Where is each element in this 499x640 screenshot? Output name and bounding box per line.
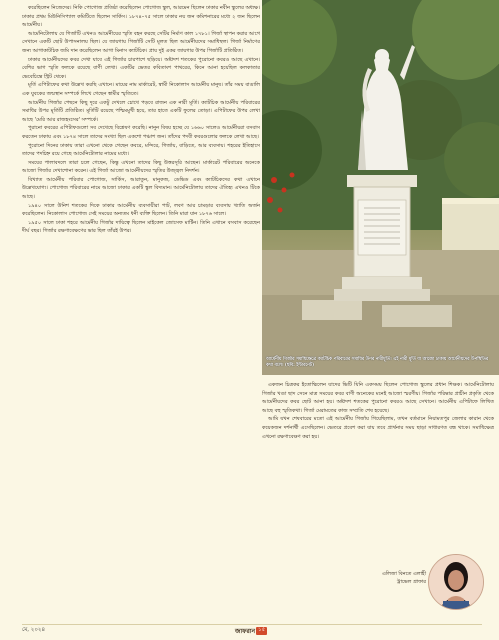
paragraph: মূর্তি এপিটাফের কথা উল্লেখ করছি এখানে। মায়ের নাম মার্কারেট, স্বামী নিকোলাস আর্মেনীয় মানুষ। তাঁর সময় বাঙালি এক যুবকের জন্মস্থান সম্পর্কে লিখে গেছেন স্বামীর স্মৃতিতে।	[22, 82, 260, 97]
statue-photo	[262, 0, 499, 375]
paragraph: একজন চিত্রকর ইতোহ্মিলেন যাদের ভিটি যিনি একসময় ছিলেন পোগোজ স্কুলের প্রধান শিক্ষক। আর্মেনিটোলায় গির্জার খণ্ডা ছাদ সেনে মাত্র সময়ের কবর বাণী অনেকের মনেই আজো স্মরণীয়। গির্জার পরিষ্কার প্রাচীন প্রকৃতি থেকে আর্মেনীয়দের কবর ছোট আনা হয়। অষ্টাদশ শতকের পুরোনো কবরও আছে সেখানে। আর্মেনীয় এপিটাফে লিখিত আছে বহু স্মৃতিকথা। গির্জা মেরামতের কাজ সম্প্রতি শেষ হয়েছে।	[262, 382, 494, 414]
author-avatar	[428, 554, 484, 610]
footer-divider	[22, 624, 482, 625]
author-portrait	[429, 555, 483, 609]
magazine-name: জাফরান	[235, 628, 256, 635]
article-right-column	[262, 381, 494, 551]
paragraph: বিখ্যাত আর্মেনীয় পরিবার পোগোজ, সার্কিস, আরাতুন, মানুকজ, ডেভিড এবং ক্যাটচিকদের কথা এখানে উল্লেখযোগ্য। পোগোজ পরিবারের নামে আজো ঢাকার একটি স্কুল বিদ্যমান। আর্মেনিটোলায় তাদের ঐতিহ্য এখনও টিকে আছে।	[22, 176, 260, 201]
paragraph: করেছিলেন নিজেদের। নিকি পোগোজ প্রতিষ্ঠা করেছিলেন পোগোজ স্কুল, আরমেন ছিলেন ঢাকার নবীন স্কুলের অধ্যক্ষ। ঢাকার প্রথম মিউনিসিপ্যাল কমিটিতে ছিলেন সার্কিস। ১৮৭৪–৭৫ সালে ঢাকার নয় জন কমিশনারের মধ্যে ২ জন ছিলেন আর্মেনীয়।	[22, 5, 260, 29]
paragraph: পুরানো কবরের এপিটাফগুলো সব দেখেছে বিশ্লেষণ করেছি। নানুন বিষয় হচ্ছে যে ১৬৬০ সালেও আর্মেনীয়রা বসবাস করতেন ঢাকায় এবং ১৮৭৪ সালে তাদের সংখ্যা ছিল একশো পঞ্চাশ জন। তাঁদের পদবী কবরগুলোর ফলকে লেখা আছে।	[22, 125, 260, 140]
paragraph: আর্মেনীয় গির্জার পেছনে কিছু দূরে একটু দেখলে চোখে পড়বে রাজন এক নারী মূর্তি। ক্যাটচিক আর্মেনীয় পরিবারের সমাধির উপর মূর্তিটি প্রতিষ্ঠিত। মূর্তিটি রয়েছে পশ্চিমমুখী হয়ে, তার হাতে একটি ফুলের তোড়া। এপিটাফের উপর লেখা আছে 'মেরি আর রাজহংসের' সম্পর্কে।	[22, 99, 260, 123]
footer-date: মে, ২০২৪	[22, 627, 46, 633]
author-name: এলিজা বিনতে এলাহী	[381, 571, 426, 577]
paragraph: আমি যখন শেষবারের মতো এই আর্মেনীয় গির্জায় গিয়েছিলাম, তখন বর্তমানে নিয়ামতপুর জেলার কারান থেকে কয়েকজন দর্শনার্থী এসেছিলেন। ভেতরে প্রবেশ করা যায় তবে প্রার্থনার সময় ছাড়া সাধারণত বন্ধ থাকে। সমাধিক্ষেত্র এখনো রক্ষণাবেক্ষণ করা হয়।	[262, 416, 494, 440]
author-credit	[372, 570, 426, 586]
paragraph: ১৯৫০ সালে ঢাকা শহরে আর্মেনীয় গির্জার দায়িত্বে ছিলেন মাইকেল জোসেফ মার্টিন। তিনি এখানে বসবাস করেছেন দীর্ঘ বছর। গির্জার রক্ষণাবেক্ষণের ভার ছিল তাঁরই উপর।	[22, 219, 260, 235]
page-number: ১৫	[258, 627, 266, 633]
paragraph: আর্মেনিটোলায় যে গির্জাটি এখনও আর্মেনীয়ের স্মৃতি বহন করছে সেটির নির্মাণ কাল ১৭৮১। গির্জা স্থাপন করার আগে সেখানে একটি ছোট উপাসনালয় ছিল। যে জায়গায় গির্জাটি সেটি মূলত ছিল আর্মেনীয়দের সমাধিস্থল। গির্জা নির্মাণের জন্য আগাকাটচিক জমি দান করেছিলেন আগা মিনাস ক্যাটচিক। প্রায় দুই একর জায়গার উপর গির্জাটি প্রতিষ্ঠিত।	[22, 30, 260, 54]
paragraph: ঢাকার আর্মেনীয়দের কবর দেখা যাবে এই গির্জার চারপাশে ছড়িয়ে। অষ্টাদশ শতকের পুরোনো কবরও আছে এখানে। বেশির ভাগ স্মৃতি ফলকে রয়েছে বাণী লেখা। একটির ভেতর কবিতাংশ পাথরের, কিনে আনা হয়েছিল কলকাতার ভেবেচিন্তে স্ট্রিট থেকে।	[22, 56, 260, 80]
paragraph: সময়ের পালাবদলে তারা চলে গেছেন, কিন্তু এখনো তাদের কিছু উত্তরসূরি আছেন। মার্কারেট পরিবারের অনেকে আজো গির্জার দেখাশোনা করেন। এই গির্জা আজো আর্মেনীয়দের স্মৃতির উজ্জ্বল নিদর্শন।	[22, 159, 260, 175]
article-left-column	[22, 4, 260, 604]
photo-caption: আর্মেনীয় গির্জার সমাধিক্ষেত্রে ক্যাটচিক পরিবারের সমাধির উপর নারীমূর্তি। এই নারী মূর্তি যা আজো ঢাকায় আর্মেনীয়দের উপস্থিতির কথা বলে। (ছবি: ইন্টারনেট)	[266, 357, 489, 368]
paragraph: ১৯৪০ সালে উনিশ শতকের দিকে ঢাকার আর্মেনীয় ব্যবসায়ীরা পাট, লবণ আর চামড়ার ব্যবসায় খ্যাতি অর্জন করেছিলেন। নিকোলাস পোগোজ সেই সময়ের অন্যতম ধনী ব্যক্তি ছিলেন। তিনি মারা যান ১৮৭৬ সালে।	[22, 202, 260, 218]
statue-illustration	[262, 0, 499, 375]
author-role: ট্রাভেল গ্রাফার	[396, 579, 426, 585]
paragraph: পুরোনো দিনের ঢাকায় তারা এখনো থেকে গেছেন কবরে, মন্দিরে, গির্জায়, বাড়িতে, আর ব্যবসায়। শহরের ইতিহাসে তাদের পদচিহ্ন রয়ে গেছে আর্মেনিটোলার নামের মধ্যে।	[22, 142, 260, 158]
